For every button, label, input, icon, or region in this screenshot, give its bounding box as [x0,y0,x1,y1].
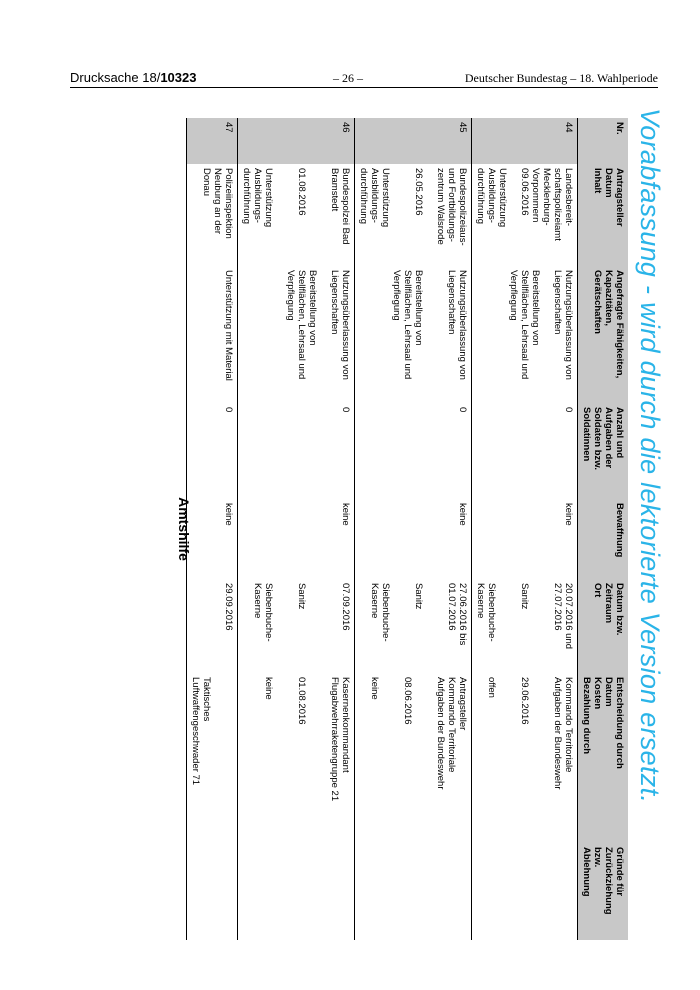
cell-faehigkeiten [187,266,238,403]
cell-nr [472,118,578,164]
cell-line: 27.06.2016 bis [457,583,468,646]
cell-line: keine [340,503,351,526]
cell-line: Taktisches [201,677,212,722]
line-gap [402,168,413,262]
cell-bewaffnung [238,499,355,579]
line-gap [340,847,351,936]
cell-line: Zurückziehung [603,847,614,915]
column-header [578,843,629,940]
cell-line: Angefragte Fähigkeiten, [614,270,625,379]
cell-line: 46 [340,122,351,133]
cell-line: Liegenschaften [329,270,340,335]
cell-line: 26.05.2016 [413,168,424,216]
line-gap [435,583,446,669]
line-gap [307,583,318,669]
cell-nr [238,118,355,164]
cell-line: keine [369,677,380,700]
line-gap [223,847,234,936]
column-header [578,499,629,579]
cell-line: Siebenbuche- [380,583,391,642]
cell-bewaffnung [355,499,472,579]
cell-line: Sanitz [519,583,530,610]
line-gap [435,270,446,399]
cell-line: 44 [563,122,574,133]
cell-line: Antragsteller [457,677,468,731]
cell-line: Unterstützung [380,168,391,228]
cell-line: Inhalt [592,168,603,194]
cell-line: Ausbildungs- [369,168,380,223]
cell-line: Ausbildungs- [252,168,263,223]
line-gap [497,583,508,669]
cell-line: Polizeiinspektion [223,168,234,239]
cell-line: Bereitstellung von [530,270,541,346]
cell-line: Anzahl und [614,407,625,459]
cell-datum [472,579,578,673]
cell-line: Nr. [614,122,625,135]
column-header [578,403,629,499]
cell-gruende [238,843,355,940]
cell-line: Kaserne [252,583,263,619]
cell-line: Verpflegung [285,270,296,321]
line-gap [391,168,402,262]
cell-line: Landesbereit- [563,168,574,227]
cell-line: Datum [603,677,614,707]
cell-line: Aufgaben der Bundeswehr [552,677,563,790]
cell-line: 45 [457,122,468,133]
cell-faehigkeiten [355,266,472,403]
cell-line: Luftwaffengeschwader 71 [190,677,201,786]
publisher: Deutscher Bundestag – 18. Wahlperiode [464,71,658,85]
cell-antragsteller [187,164,238,266]
cell-anzahl [472,403,578,499]
table-body [187,118,578,940]
cell-line: Liegenschaften [446,270,457,335]
cell-line: Siebenbuche- [486,583,497,642]
cell-gruende [355,843,472,940]
cell-line: Kommando Territoriale [446,677,457,773]
line-gap [402,583,413,669]
line-gap [508,168,519,262]
cell-line: Soldatinnen [581,407,592,462]
table-row [472,118,578,940]
cell-line: 20.07.2016 und [563,583,574,650]
cell-line: Bezahlung durch [581,677,592,755]
line-gap [212,677,223,839]
cell-line: Soldaten bzw. [592,407,603,470]
cell-line: Stellflächen, Lehrsaal und [402,270,413,380]
line-gap [329,583,340,669]
header-rule [70,87,658,88]
column-header [578,164,629,266]
cell-line: 0 [563,407,574,413]
cell-faehigkeiten [238,266,355,403]
cell-line: 29.06.2016 [519,677,530,725]
cell-line: Bewaffnung [614,503,625,558]
cell-entscheidung [472,673,578,843]
cell-line: 0 [340,407,351,413]
cell-line: Kommando Territoriale [563,677,574,773]
line-gap [318,583,329,669]
cell-line: bzw. [592,847,603,868]
cell-line: Verpflegung [391,270,402,321]
line-gap [541,677,552,839]
cell-line: Flugabwehrraketengruppe 21 [329,677,340,802]
table-row [238,118,355,940]
cell-antragsteller [472,164,578,266]
cell-datum [238,579,355,673]
line-gap [318,168,329,262]
page-title: Amtshilfe [176,497,192,561]
cell-bewaffnung [187,499,238,579]
cell-line: Liegenschaften [552,270,563,335]
cell-line: schaftspolizeiamt [552,168,563,241]
line-gap [307,168,318,262]
cell-line: offen [486,677,497,698]
rotated-table-page [98,118,628,940]
page-number: – 26 – [333,71,363,85]
cell-datum [355,579,472,673]
cell-line: Nutzungsüberlassung von [340,270,351,380]
cell-line: keine [563,503,574,526]
cell-gruende [472,843,578,940]
line-gap [457,847,468,936]
cell-line: keine [263,677,274,700]
line-gap [274,168,285,262]
cell-line: 01.08.2016 [296,168,307,216]
cell-gruende [187,843,238,940]
line-gap [541,583,552,669]
cell-line: Stellflächen, Lehrsaal und [296,270,307,380]
cell-line: 01.08.2016 [296,677,307,725]
cell-line: Unterstützung mit Material [223,270,234,381]
line-gap [424,583,435,669]
cell-line: Nutzungsüberlassung von [457,270,468,380]
cell-line: Unterstützung [497,168,508,228]
document-number: Drucksache 18/10323 [70,70,197,85]
cell-line: Gerätschaften [592,270,603,334]
line-gap [508,583,519,669]
line-gap [541,270,552,399]
line-gap [285,583,296,669]
cell-line: Zeitraum [603,583,614,624]
cell-entscheidung [355,673,472,843]
table-header-row [578,118,629,940]
line-gap [424,168,435,262]
line-gap [307,677,318,839]
line-gap [285,168,296,262]
line-gap [530,583,541,669]
cell-line: 0 [457,407,468,413]
cell-line: Kaserne [475,583,486,619]
cell-line: Antragsteller [614,168,625,227]
cell-antragsteller [238,164,355,266]
cell-line: Stellflächen, Lehrsaal und [519,270,530,380]
line-gap [223,677,234,839]
cell-line: Sanitz [296,583,307,610]
cell-line: Datum [603,168,614,198]
cell-line: Kaserne [369,583,380,619]
column-header [578,118,629,164]
cell-line: Siebenbuche- [263,583,274,642]
cell-line: Entscheidung durch [614,677,625,769]
cell-line: Bramstedt [329,168,340,212]
line-gap [391,677,402,839]
line-gap [424,677,435,839]
cell-entscheidung [187,673,238,843]
cell-entscheidung [238,673,355,843]
line-gap [285,677,296,839]
cell-line: Vorpommern [530,168,541,223]
line-gap [530,677,541,839]
line-gap [274,677,285,839]
cell-line: Ausbildungs- [486,168,497,223]
cell-faehigkeiten [472,266,578,403]
amtshilfe-table [186,118,628,940]
cell-line: Verpflegung [508,270,519,321]
cell-nr [355,118,472,164]
cell-line: und Fortbildungs- [446,168,457,242]
page-header [70,68,658,88]
cell-line: Donau [201,168,212,196]
cell-line: Aufgaben der [603,407,614,469]
cell-line: Aufgaben der Bundeswehr [435,677,446,790]
cell-line: Sanitz [413,583,424,610]
cell-line: Bundespolzei Bad [340,168,351,245]
cell-line: 07.09.2016 [340,583,351,631]
cell-line: keine [457,503,468,526]
cell-line: durchführung [358,168,369,224]
draft-watermark: Vorabfassung - wird durch die lektorierte Version ersetzt. [635,108,665,804]
line-gap [274,583,285,669]
line-gap [318,677,329,839]
cell-line: 09.06.2016 [519,168,530,216]
line-gap [508,677,519,839]
line-gap [497,677,508,839]
cell-line: 29.09.2016 [223,583,234,631]
cell-line: Gründe für [614,847,625,897]
cell-line: Neuburg an der [212,168,223,235]
cell-nr [187,118,238,164]
cell-line: durchführung [475,168,486,224]
cell-line: Mecklenburg- [541,168,552,226]
column-header [578,579,629,673]
line-gap [380,677,391,839]
column-header [578,673,629,843]
cell-line: Kapazitäten, [603,270,614,326]
cell-line: Bereitstellung von [413,270,424,346]
line-gap [563,847,574,936]
cell-line: Ort [592,583,603,598]
line-gap [318,270,329,399]
cell-line: Kasernenkommandant [340,677,351,773]
cell-line: Datum bzw. [614,583,625,636]
cell-line: Ablehnung [581,847,592,897]
column-header [578,266,629,403]
cell-line: zentrum Walsrode [435,168,446,245]
line-gap [424,270,435,399]
cell-line: 01.07.2016 [446,583,457,631]
cell-anzahl [187,403,238,499]
cell-line: Bundespolizeiaus- [457,168,468,246]
cell-line: keine [223,503,234,526]
cell-anzahl [238,403,355,499]
cell-line: 08.06.2016 [402,677,413,725]
line-gap [413,677,424,839]
cell-line: 27.07.2016 [552,583,563,631]
cell-line: 0 [223,407,234,413]
table-row [355,118,472,940]
cell-line: Nutzungsüberlassung von [563,270,574,380]
cell-line: Unterstützung [263,168,274,228]
cell-anzahl [355,403,472,499]
cell-line: durchführung [241,168,252,224]
table-row [187,118,238,940]
cell-line: 47 [223,122,234,133]
cell-antragsteller [355,164,472,266]
line-gap [391,583,402,669]
cell-line: Kosten [592,677,603,710]
cell-bewaffnung [472,499,578,579]
cell-datum [187,579,238,673]
cell-line: Bereitstellung von [307,270,318,346]
